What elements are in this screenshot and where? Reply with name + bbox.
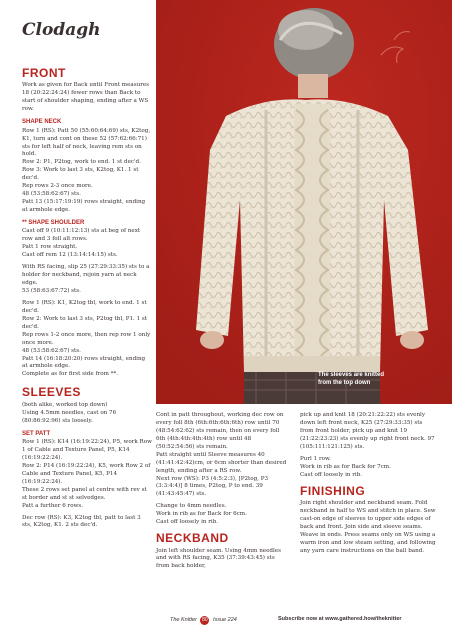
finishing-line: Weave in ends. Press seams only on WS using a warm iron and low steam setting, and following any yarn care instructions on the ball band. — [300, 531, 436, 554]
finishing-line: Join right shoulder and neckband seam. Fold neckband in half to WS and stitch in place. Sew cast-on edge of sleeves to upper side edges of back and front. Join side and sleeve seams. — [300, 499, 436, 530]
shape-shoulder-line: 48 (53:58:62:67) sts. — [22, 347, 81, 354]
photo-caption: The sleeves are knitted from the top down — [318, 372, 385, 386]
shape-neck-line: Rep rows 2-3 once more. — [22, 183, 93, 190]
shape-shoulder-line: Cast off 9 (10:11:12:13) sts at beg of next row and 3 foll alt rows. — [22, 228, 141, 243]
sleeves-cont-line: Cont in patt throughout, working dec row on every foll 8th (6th:6th:6th:6th) row until 70 (48:54:62:62) sts remain, then on every foll 6th (4th:4th:4th:4th) row until 48 (50:52:54:56) sts remain. — [156, 412, 284, 450]
shape-shoulder-line: Complete as for first side from **. — [22, 371, 119, 378]
sweater-photo-illustration — [156, 0, 452, 404]
shape-shoulder-line: Rep rows 1-2 once more, then rep row 1 only once more. — [22, 331, 151, 346]
set-patt-line: These 2 rows set panel at centre with rev st st border and st st selvedges. — [22, 486, 147, 501]
neckband-cont-line: pick up and knit 18 (20:21:22:22) sts evenly down left front neck, K25 (27:29:33:35) sts from front holder, pick up and knit 19 (21:22:23:23) sts evenly up right front neck. 97 (105:111:121:125) sts. — [300, 412, 435, 450]
set-patt-line: Row 2: P14 (16:19:22:24), K5, work Row 2 of Cable and Texture Panel, K5, P14 (16:19:22:24). — [22, 462, 151, 485]
shape-shoulder-line: 53 (58:63:67:72) sts. — [22, 288, 81, 295]
sleeves-cont-line: Patt straight until Sleeve measures 40 (41:41:42:42)cm, or 6cm shorter than desired length, ending after a RS row. — [156, 451, 287, 474]
sleeves-intro: (both alike, worked top down) — [22, 401, 108, 408]
set-patt-heading: SET PATT — [22, 430, 51, 437]
subscribe-link[interactable]: Subscribe now at www.gathered.how/theknitter — [278, 616, 402, 622]
front-heading: FRONT — [22, 66, 66, 80]
sleeves-cont-line: Next row (WS): P3 (4:5:2:3), [P2tog, P3 (3:3:4:4)] 8 times, P2tog, P to end. 39 (41:43:45:47) sts. — [156, 475, 269, 498]
set-patt-line: Dec row (RS): K3, K2tog tbl, patt to last 3 sts, K2tog, K1. 2 sts dec'd. — [22, 514, 141, 529]
model-photo — [156, 0, 452, 404]
shape-shoulder-line: Patt 14 (16:18:20:20) rows straight, ending at armhole edge. — [22, 355, 146, 370]
neckband-cont-line: Work in rib as for Back for 7cm. — [300, 463, 391, 470]
neckband-cont-line: Cast off loosely in rib. — [300, 471, 363, 478]
shape-neck-line: Row 2: P1, P2tog, work to end. 1 st dec'd. — [22, 159, 141, 166]
column-sleeves-cont — [156, 412, 288, 571]
neckband-heading: NECKBAND — [156, 531, 229, 546]
set-patt-line: Patt a further 6 rows. — [22, 502, 84, 509]
column-front — [22, 66, 152, 530]
sleeves-heading: SLEEVES — [22, 385, 81, 400]
shape-shoulder-line: With RS facing, slip 25 (27:29:33:35) sts to a holder for neckband, rejoin yarn at neck edge. — [22, 264, 150, 287]
sleeves-intro: Using 4.5mm needles, cast on 76 (80:86:92:96) sts loosely. — [22, 409, 117, 424]
sleeves-cont-line: Cast off loosely in rib. — [156, 519, 219, 526]
shape-shoulder-heading: ** SHAPE SHOULDER — [22, 219, 85, 226]
footer-magazine: The Knitter — [170, 617, 197, 623]
sleeves-cont-line: Change to 4mm needles. — [156, 503, 227, 510]
shape-shoulder-line: Row 1 (RS): K1, K2tog tbl, work to end. 1 st dec'd. — [22, 299, 147, 314]
footer-issue-number: Issue 224 — [212, 617, 237, 623]
shape-shoulder-line: Row 2: Work to last 3 sts, P2tog tbl, P1. 1 st dec'd. — [22, 315, 148, 330]
shape-shoulder-line: Patt 1 row straight. — [22, 244, 78, 251]
neckband-text: Join left shoulder seam. Using 4mm needles and with RS facing, K35 (37:39:43:45) sts from back holder, — [156, 547, 281, 570]
shape-neck-line: Row 3: Work to last 3 sts, K2tog, K1. 1 st dec'd. — [22, 167, 139, 182]
footer-issue — [170, 616, 237, 625]
neckband-cont-line: Purl 1 row. — [300, 455, 331, 462]
page-number: 80 — [202, 617, 208, 623]
shape-neck-heading: SHAPE NECK — [22, 119, 62, 126]
shape-neck-line: Row 1 (RS): Patt 50 (55:60:64:69) sts, K2tog, K1, turn and cont on these 52 (57:62:66:71) sts for left half of neck, leaving rem sts on hold. — [22, 127, 151, 158]
column-finishing — [300, 412, 436, 555]
shape-neck-line: 48 (53:58:62:67) sts. — [22, 191, 81, 198]
finishing-heading: FINISHING — [300, 483, 366, 498]
front-intro: Work as given for Back until Front measures 18 (20:22:24:24) fewer rows than Back to start of shoulder shaping, ending after a WS row. — [22, 82, 150, 113]
set-patt-line: Row 1 (RS): K14 (16:19:22:24), P5, work Row 1 of Cable and Texture Panel, P5, K14 (16:19:22:24). — [22, 439, 152, 461]
shape-shoulder-line: Cast off rem 12 (13:14:14:15) sts. — [22, 252, 118, 259]
sleeves-cont-line: Work in rib as for Back for 6cm. — [156, 511, 247, 518]
page-title: Clodagh — [22, 20, 101, 40]
shape-neck-line: Patt 13 (15:17:19:19) rows straight, ending at armhole edge. — [22, 199, 146, 214]
